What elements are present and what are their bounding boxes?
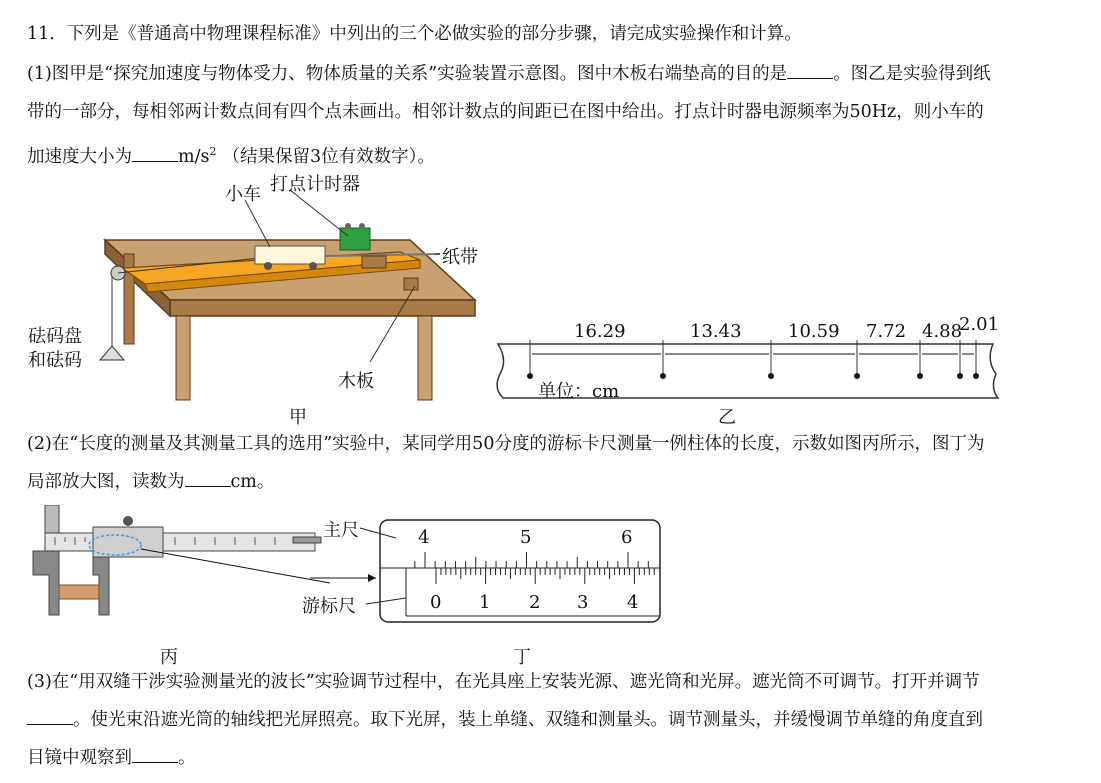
weight-pan-icon: [100, 346, 124, 360]
label-vernier-scale: 游标尺: [302, 596, 356, 617]
label-weights-2: 和砝码: [28, 350, 82, 371]
cylinder-object: [59, 585, 99, 599]
tape-distance-3: 10.59: [788, 321, 840, 342]
part2-line1: (2)在“长度的测量及其测量工具的选用”实验中，某同学用50分度的游标卡尺测量一例柱体的长度，示数如图丙所示，图丁为: [27, 434, 985, 454]
part2-line2: 局部放大图，读数为 cm。: [27, 472, 275, 492]
vernier-tick-0: 0: [430, 592, 442, 613]
table-leg: [418, 316, 432, 400]
part1-line3: 加速度大小为 $m/s^2$ （结果保留3位有效数字）。: [27, 145, 435, 167]
tape-distance-2: 13.43: [690, 321, 742, 342]
tape-distance-1: 16.29: [574, 321, 626, 342]
table-leg: [176, 316, 190, 400]
question-number: 11．: [27, 24, 67, 44]
label-weights-1: 砝码盘: [28, 326, 82, 347]
vernier-tick-3: 3: [577, 592, 589, 613]
caliper-main-beam: [45, 533, 315, 551]
label-cart: 小车: [225, 184, 261, 205]
part1-line2: 带的一部分，每相邻两计数点间有四个点未画出。相邻计数点的间距已在图中给出。打点计时器电源频率为50Hz，则小车的: [27, 102, 984, 122]
main-tick-6: 6: [621, 527, 633, 548]
caption-yi: 乙: [718, 407, 736, 428]
cart: [255, 246, 325, 264]
tape-distance-5: 4.88: [922, 321, 963, 342]
table-edge: [170, 300, 475, 316]
tape-distance-4: 7.72: [866, 321, 907, 342]
answer-blank-2[interactable]: [132, 145, 178, 162]
tape-distance-6: 2.01: [959, 314, 1000, 335]
figure-bing-caliper: [25, 505, 335, 640]
part3-line3: 目镜中观察到 。: [27, 748, 196, 768]
label-timer: 打点计时器: [270, 174, 360, 195]
main-tick-4: 4: [418, 527, 430, 548]
question-intro: 11．下列是《普通高中物理课程标准》中列出的三个必做实验的部分步骤，请完成实验操作和计算。: [27, 24, 802, 44]
timer-icon: [340, 228, 370, 250]
answer-blank-1[interactable]: [787, 62, 833, 79]
label-main-scale: 主尺: [323, 520, 359, 541]
part3-line1: (3)在“用双缝干涉实验测量光的波长”实验调节过程中，在光具座上安装光源、遮光筒和光屏。遮光筒不可调节。打开并调节: [27, 672, 980, 692]
answer-blank-4[interactable]: [27, 708, 73, 725]
vernier-tick-2: 2: [529, 592, 541, 613]
part1-line1: (1)图甲是“探究加速度与物体受力、物体质量的关系”实验装置示意图。图中木板右端垫高的目的是 。图乙是实验得到纸: [27, 64, 991, 84]
caption-bing: 丙: [160, 647, 178, 668]
caliper-fixed-jaw: [33, 551, 59, 615]
caption-jia: 甲: [289, 407, 307, 428]
caliper-slider[interactable]: [93, 527, 163, 557]
part3-line2: 。使光束沿遮光筒的轴线把光屏照亮。取下光屏，装上单缝、双缝和测量头。调节测量头，并缓慢调节单缝的角度直到: [27, 708, 983, 732]
label-tape: 纸带: [442, 247, 478, 268]
label-board: 木板: [338, 371, 374, 392]
vernier-tick-4: 4: [627, 592, 639, 613]
answer-blank-3[interactable]: [185, 470, 231, 487]
tape-unit-label: 单位：cm: [538, 381, 620, 402]
main-tick-5: 5: [520, 527, 532, 548]
answer-blank-5[interactable]: [132, 746, 178, 763]
caption-ding: 丁: [513, 647, 531, 668]
vernier-tick-1: 1: [479, 592, 491, 613]
